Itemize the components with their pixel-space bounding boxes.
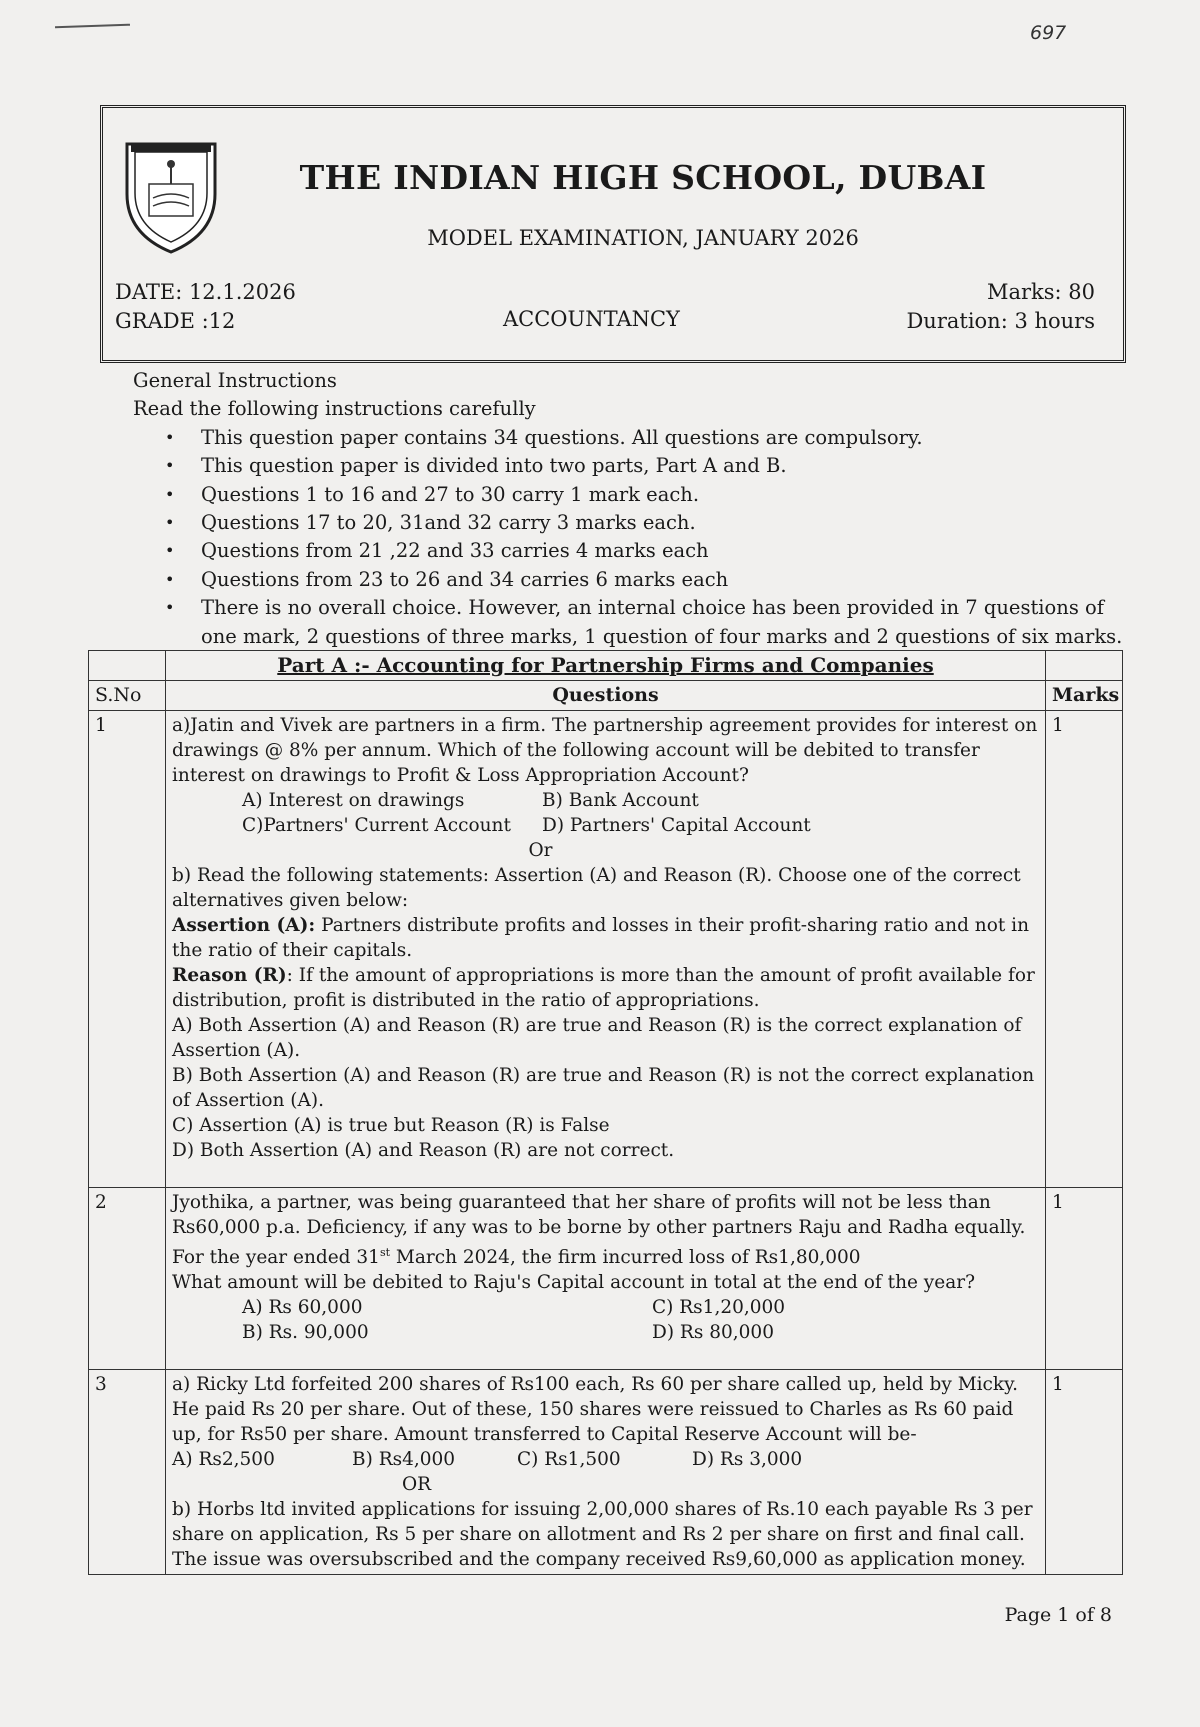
question-content bbox=[166, 1370, 1046, 1575]
pen-mark bbox=[55, 24, 130, 29]
q1a-options bbox=[172, 788, 1039, 838]
or-separator: Or bbox=[528, 840, 553, 861]
q1a-text: a)Jatin and Vivek are partners in a firm. The partnership agreement provides for interest on drawings @ 8% per annum. Which of the following account will be debited to transfer interest on drawings to Profit & Loss Appropriation Account? bbox=[172, 715, 1038, 786]
table-header-row bbox=[89, 681, 1123, 711]
grade: GRADE :12 bbox=[115, 309, 236, 333]
assertion-label: Assertion (A): bbox=[172, 915, 316, 936]
handwritten-page-number: 697 bbox=[1030, 22, 1067, 44]
duration: Duration: 3 hours bbox=[906, 309, 1095, 333]
option: A) Interest on drawings bbox=[242, 790, 465, 811]
instruction-item: • Questions from 21 ,22 and 33 carries 4 marks each bbox=[201, 537, 1123, 565]
exam-name: MODEL EXAMINATION, JANUARY 2026 bbox=[427, 226, 859, 250]
question-row-2 bbox=[89, 1188, 1123, 1370]
question-number: 2 bbox=[89, 1188, 166, 1370]
part-title: Part A :- Accounting for Partnership Firms and Companies bbox=[166, 651, 1046, 681]
total-marks: Marks: 80 bbox=[986, 280, 1095, 304]
col-header-questions: Questions bbox=[166, 681, 1046, 711]
q3a-options bbox=[172, 1447, 1039, 1472]
exam-header bbox=[100, 105, 1126, 363]
school-name: THE INDIAN HIGH SCHOOL, DUBAI bbox=[299, 158, 987, 197]
assertion bbox=[172, 913, 1039, 963]
question-content bbox=[166, 1188, 1046, 1370]
questions-table bbox=[88, 650, 1123, 1575]
option: C) Assertion (A) is true but Reason (R) is False bbox=[172, 1115, 610, 1136]
reason-label: Reason (R) bbox=[172, 965, 287, 986]
reason-text: : If the amount of appropriations is more than the amount of profit available for distribution, profit is distributed in the ratio of appropriations. bbox=[172, 965, 1035, 1011]
subject: ACCOUNTANCY bbox=[503, 307, 680, 331]
question-marks: 1 bbox=[1046, 1188, 1123, 1370]
option: D) Rs 80,000 bbox=[652, 1322, 774, 1344]
q3b-text: b) Horbs ltd invited applications for issuing 2,00,000 shares of Rs.10 each payable Rs 3 per share on application, Rs 5 per share on allotment and Rs 2 per share on first and final call. The issue was oversubscribed and the company received Rs9,60,000 as application money. bbox=[172, 1499, 1033, 1571]
option: D) Both Assertion (A) and Reason (R) are not correct. bbox=[172, 1140, 675, 1161]
option: B) Rs4,000 bbox=[352, 1449, 456, 1471]
option: C) Rs1,500 bbox=[517, 1449, 621, 1471]
assertion-text: Partners distribute profits and losses in their profit-sharing ratio and not in the ratio of their capitals. bbox=[172, 915, 1030, 961]
instruction-item: • Questions from 23 to 26 and 34 carries 6 marks each bbox=[201, 566, 1123, 594]
col-header-sno: S.No bbox=[89, 681, 166, 711]
option: A) Rs 60,000 bbox=[242, 1297, 363, 1319]
question-content bbox=[166, 711, 1046, 1188]
option: A) Rs2,500 bbox=[172, 1449, 275, 1471]
instruction-item: • Questions 17 to 20, 31and 32 carry 3 marks each. bbox=[201, 509, 1123, 537]
instructions-heading: General Instructions bbox=[133, 369, 337, 392]
option: A) Both Assertion (A) and Reason (R) are true and Reason (R) is the correct explanation of Assertion (A). bbox=[172, 1015, 1022, 1061]
general-instructions bbox=[133, 367, 1123, 651]
question-row-1 bbox=[89, 711, 1123, 1188]
option: D) Partners' Capital Account bbox=[542, 815, 811, 836]
question-number: 3 bbox=[89, 1370, 166, 1575]
question-marks: 1 bbox=[1046, 1370, 1123, 1575]
col-header-marks: Marks bbox=[1046, 681, 1123, 711]
page-number: Page 1 of 8 bbox=[1004, 1604, 1112, 1626]
q1b-text: b) Read the following statements: Assertion (A) and Reason (R). Choose one of the correct alternatives given below: bbox=[172, 865, 1021, 911]
instructions-list bbox=[133, 424, 1123, 651]
instruction-item: • There is no overall choice. However, an internal choice has been provided in 7 questions of one mark, 2 questions of three marks, 1 question of four marks and 2 questions of six marks. bbox=[201, 594, 1123, 651]
option: B) Rs. 90,000 bbox=[242, 1322, 369, 1344]
q3a-text: a) Ricky Ltd forfeited 200 shares of Rs100 each, Rs 60 per share called up, held by Micky. He paid Rs 20 per share. Out of these, 150 shares were reissued to Charles as Rs 60 paid up, for Rs50 per share. Amount transferred to Capital Reserve Account will be- bbox=[172, 1374, 1019, 1446]
question-number: 1 bbox=[89, 711, 166, 1188]
option: B) Both Assertion (A) and Reason (R) are true and Reason (R) is not the correct explanation of Assertion (A). bbox=[172, 1065, 1035, 1111]
option: B) Bank Account bbox=[542, 790, 699, 811]
option: C) Rs1,20,000 bbox=[652, 1297, 786, 1319]
exam-date: DATE: 12.1.2026 bbox=[115, 280, 296, 304]
q2-text: Jyothika, a partner, was being guaranteed that her share of profits will not be less than Rs60,000 p.a. Deficiency, if any was to be borne by other partners Raju and Radha equally. For the year ended 31st March 2024, the firm incurred loss of Rs1,80,000 bbox=[172, 1192, 1026, 1269]
instruction-item: • This question paper is divided into two parts, Part A and B. bbox=[201, 452, 1123, 480]
instruction-item: • Questions 1 to 16 and 27 to 30 carry 1 mark each. bbox=[201, 481, 1123, 509]
option: C)Partners' Current Account bbox=[242, 815, 511, 836]
question-row-3 bbox=[89, 1370, 1123, 1575]
header-left bbox=[115, 278, 296, 336]
or-separator: OR bbox=[402, 1474, 432, 1496]
header-right bbox=[906, 278, 1095, 336]
q2-question: What amount will be debited to Raju's Capital account in total at the end of the year? bbox=[172, 1272, 975, 1294]
instructions-intro: Read the following instructions carefully bbox=[133, 397, 536, 421]
question-marks: 1 bbox=[1046, 711, 1123, 1188]
reason bbox=[172, 963, 1039, 1013]
part-title-row bbox=[89, 651, 1123, 681]
q2-options bbox=[172, 1295, 1039, 1345]
option: D) Rs 3,000 bbox=[692, 1449, 803, 1471]
instruction-item: • This question paper contains 34 questions. All questions are compulsory. bbox=[201, 424, 1123, 452]
